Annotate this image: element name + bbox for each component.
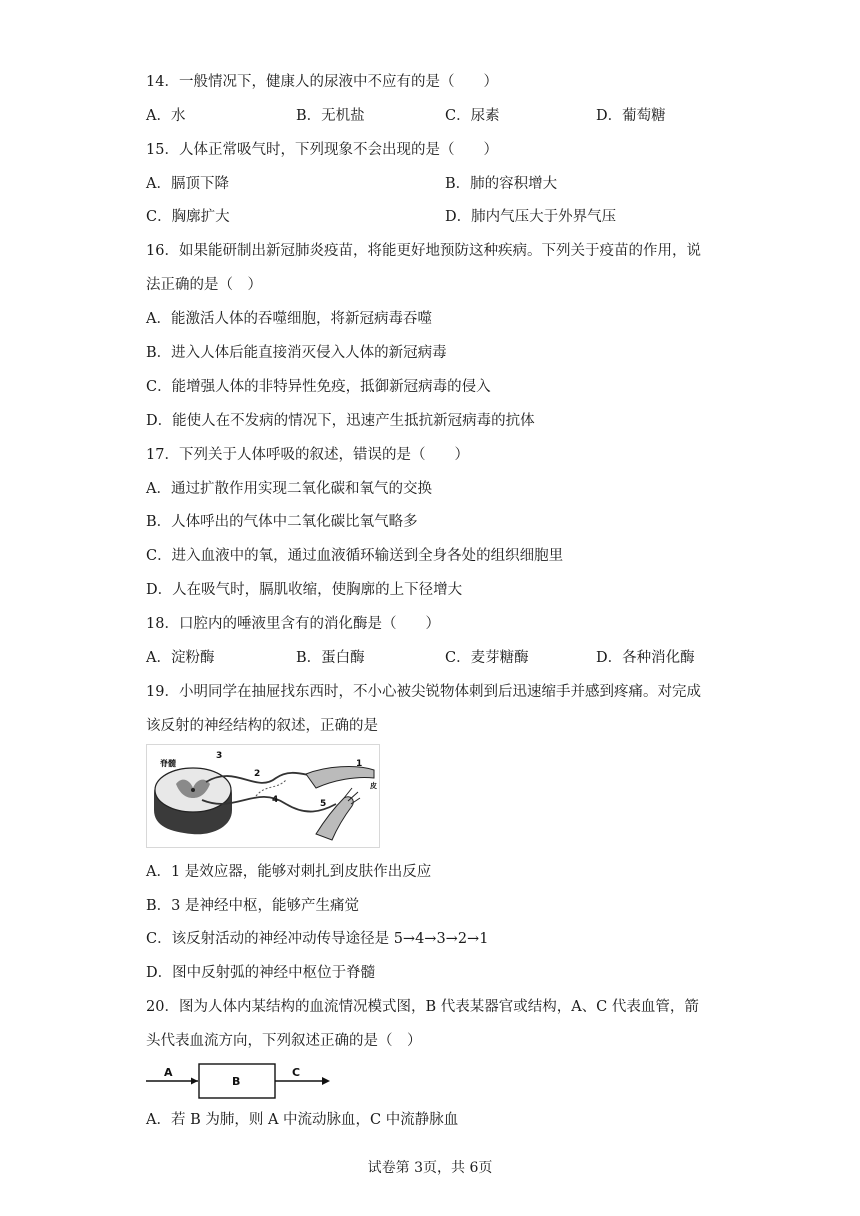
q15-option-b: B．肺的容积增大 — [445, 176, 558, 192]
q15-option-c: C．胸廓扩大 — [146, 209, 230, 225]
q16-option-c: C．能增强人体的非特异性免疫，抵御新冠病毒的侵入 — [146, 379, 491, 395]
fig19-label-skin: 皮 — [370, 782, 377, 790]
q15-option-d: D．肺内气压大于外界气压 — [445, 209, 617, 225]
question-17-stem: 17．下列关于人体呼吸的叙述，错误的是（ ） — [146, 447, 469, 463]
fig19-label-spinal-cord: 脊髓 — [160, 759, 176, 768]
q16-option-d: D．能使人在不发病的情况下，迅速产生抵抗新冠病毒的抗体 — [146, 413, 535, 429]
page-footer: 试卷第 3页，共 6页 — [367, 1160, 493, 1176]
q17-option-a: A．通过扩散作用实现二氧化碳和氧气的交换 — [146, 481, 432, 497]
question-16-stem-line1: 16．如果能研制出新冠肺炎疫苗，将能更好地预防这种疾病。下列关于疫苗的作用，说 — [146, 243, 701, 259]
question-20-stem-line1: 20．图为人体内某结构的血流情况模式图，B 代表某器官或结构，A、C 代表血管，箭 — [146, 999, 699, 1015]
reflex-arc-figure — [146, 744, 380, 848]
q18-option-a: A．淀粉酶 — [146, 650, 215, 666]
q18-option-d: D．各种消化酶 — [596, 650, 695, 666]
fig19-label-1: 1 — [356, 759, 363, 769]
question-18-stem: 18．口腔内的唾液里含有的消化酶是（ ） — [146, 616, 440, 632]
q14-option-c: C．尿素 — [445, 108, 500, 124]
question-20-stem-line2: 头代表血流方向，下列叙述正确的是（ ） — [146, 1033, 422, 1049]
q18-option-b: B．蛋白酶 — [296, 650, 365, 666]
q16-option-b: B．进入人体后能直接消灭侵入人体的新冠病毒 — [146, 345, 447, 361]
label-vessel-c: C — [292, 1066, 301, 1079]
q20-option-a: A．若 B 为肺，则 A 中流动脉血，C 中流静脉血 — [146, 1112, 459, 1128]
q17-option-b: B．人体呼出的气体中二氧化碳比氧气略多 — [146, 514, 418, 530]
question-15-stem: 15．人体正常吸气时，下列现象不会出现的是（ ） — [146, 142, 498, 158]
question-19-stem-line1: 19．小明同学在抽屉找东西时，不小心被尖锐物体刺到后迅速缩手并感到疼痛。对完成 — [146, 684, 701, 700]
q19-option-d: D．图中反射弧的神经中枢位于脊髓 — [146, 965, 376, 981]
q15-option-a: A．膈顶下降 — [146, 176, 229, 192]
fig19-label-4: 4 — [272, 795, 279, 805]
q16-option-a: A．能激活人体的吞噬细胞，将新冠病毒吞噬 — [146, 311, 432, 327]
fig19-label-2: 2 — [254, 769, 261, 779]
q14-option-b: B．无机盐 — [296, 108, 365, 124]
q18-option-c: C．麦芽糖酶 — [445, 650, 529, 666]
fig19-label-3: 3 — [216, 751, 223, 761]
q17-option-d: D．人在吸气时，膈肌收缩，使胸廓的上下径增大 — [146, 582, 463, 598]
q19-option-c: C．该反射活动的神经冲动传导途径是 5→4→3→2→1 — [146, 931, 489, 947]
q17-option-c: C．进入血液中的氧，通过血液循环输送到全身各处的组织细胞里 — [146, 548, 564, 564]
fig19-label-5: 5 — [320, 799, 327, 809]
label-organ-b: B — [232, 1075, 241, 1088]
q14-option-d: D．葡萄糖 — [596, 108, 666, 124]
q19-option-a: A．1 是效应器，能够对刺扎到皮肤作出反应 — [146, 864, 432, 880]
q14-option-a: A．水 — [146, 108, 186, 124]
blood-flow-diagram — [146, 1061, 332, 1099]
q19-option-b: B．3 是神经中枢，能够产生痛觉 — [146, 898, 359, 914]
arrow-a-icon — [191, 1078, 198, 1085]
label-vessel-a: A — [164, 1066, 173, 1079]
question-19-stem-line2: 该反射的神经结构的叙述，正确的是 — [146, 718, 378, 734]
question-16-stem-line2: 法正确的是（ ） — [146, 277, 262, 293]
arrow-c-icon — [322, 1077, 330, 1085]
spinal-cord-section — [154, 768, 232, 835]
question-14-stem: 14．一般情况下，健康人的尿液中不应有的是（ ） — [146, 74, 498, 90]
